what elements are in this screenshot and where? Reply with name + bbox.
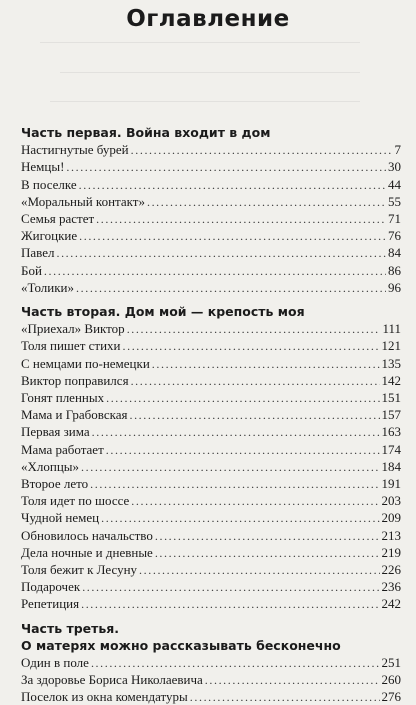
- entry-title: Бой: [21, 262, 42, 278]
- toc-entry: [21, 320, 401, 337]
- dot-leader: [123, 338, 380, 354]
- entry-title: Первая зима: [21, 424, 90, 440]
- dot-leader: [44, 263, 386, 279]
- toc-entry: [21, 193, 401, 210]
- dot-leader: [131, 373, 380, 389]
- entry-page: 236: [381, 579, 401, 595]
- dot-leader: [129, 407, 379, 423]
- entry-page: 219: [381, 544, 401, 560]
- part-heading: Часть первая. Война входит в дом: [21, 125, 271, 140]
- entry-title: Жигоцкие: [21, 228, 78, 244]
- entry-title: Мама работает: [21, 441, 104, 457]
- dot-leader: [79, 228, 386, 244]
- toc-entry: [21, 654, 401, 671]
- dot-leader: [131, 493, 379, 509]
- dot-leader: [106, 442, 380, 458]
- entry-page: 55: [388, 193, 401, 209]
- entry-page: 213: [381, 527, 401, 543]
- entry-page: 86: [388, 262, 401, 278]
- dot-leader: [127, 321, 381, 337]
- dot-leader: [190, 689, 380, 705]
- dot-leader: [101, 510, 379, 526]
- entry-title: Немцы!: [21, 159, 65, 175]
- toc-entry: [21, 595, 401, 612]
- entry-title: Толя бежит к Лесуну: [21, 562, 138, 577]
- dot-leader: [56, 245, 386, 261]
- dot-leader: [96, 211, 386, 227]
- dot-leader: [139, 562, 379, 578]
- entry-title: Настигнутые бурей: [21, 142, 129, 158]
- dot-leader: [81, 596, 379, 612]
- entry-title: За здоровье Бориса Николаевича: [21, 672, 203, 688]
- toc-entry: [21, 176, 401, 193]
- entry-page: 260: [381, 672, 401, 688]
- toc-entry: [21, 244, 401, 261]
- toc-entry: [21, 279, 401, 296]
- toc-entry: [21, 423, 401, 440]
- entry-title: Чудной немец: [21, 510, 100, 526]
- dot-leader: [147, 194, 386, 210]
- toc-entry: [21, 227, 401, 244]
- part-heading: О матерях можно рассказывать бесконечно: [21, 637, 341, 653]
- entry-page: 163: [381, 424, 401, 440]
- entry-title: Виктор поправился: [21, 372, 129, 388]
- entry-title: Поселок из окна комендатуры: [21, 689, 188, 705]
- dot-leader: [91, 655, 380, 671]
- toc-entry: [21, 355, 401, 372]
- entry-title: Толя идет по шоссе: [21, 493, 130, 509]
- entry-page: 96: [388, 279, 401, 295]
- entry-page: 203: [381, 493, 401, 509]
- entry-title: Мама и Грабовская: [21, 407, 128, 423]
- entry-page: 84: [388, 245, 401, 261]
- dot-leader: [152, 356, 380, 372]
- entry-page: 121: [381, 338, 401, 354]
- entry-page: 151: [381, 390, 401, 405]
- part-heading: Часть вторая. Дом мой — крепость моя: [21, 304, 305, 319]
- toc-entry: [21, 458, 401, 475]
- entry-page: 191: [381, 476, 401, 491]
- entry-title: Семья растет: [21, 211, 95, 226]
- toc-entry: [21, 210, 401, 227]
- toc-entry: [21, 372, 401, 389]
- toc-entry: [21, 578, 401, 595]
- entry-title: Обновилось начальство: [21, 527, 153, 543]
- entry-title: Репетиция: [21, 596, 80, 612]
- entry-page: 184: [381, 458, 401, 474]
- entry-page: 76: [388, 228, 401, 244]
- toc-entry: [21, 688, 401, 705]
- part-heading: Часть третья.: [21, 620, 120, 636]
- entry-page: 276: [381, 689, 401, 705]
- toc-entry: [21, 389, 401, 406]
- dot-leader: [81, 459, 379, 475]
- dot-leader: [79, 177, 386, 193]
- entry-page: 44: [388, 176, 401, 192]
- dot-leader: [92, 424, 380, 440]
- entry-title: Подарочек: [21, 579, 81, 595]
- entry-page: 209: [381, 510, 401, 526]
- entry-title: Один в поле: [21, 655, 89, 670]
- page-title: Оглавление: [126, 6, 290, 32]
- toc-entry: [21, 337, 401, 354]
- entry-page: 242: [381, 596, 401, 612]
- toc-entry: [21, 561, 401, 578]
- toc-entry: [21, 509, 401, 526]
- dot-leader: [90, 476, 379, 492]
- entry-page: 71: [388, 211, 401, 226]
- toc-entry: [21, 262, 401, 279]
- toc-entry: [21, 527, 401, 544]
- entry-page: 7: [394, 142, 401, 158]
- entry-title: «Приехал» Виктор: [21, 321, 125, 337]
- entry-title: В поселке: [21, 176, 77, 192]
- dot-leader: [66, 159, 386, 175]
- entry-page: 111: [382, 321, 401, 337]
- entry-page: 157: [381, 407, 401, 423]
- entry-page: 30: [388, 159, 401, 175]
- entry-page: 142: [381, 372, 401, 388]
- toc-entry: [21, 141, 401, 158]
- dot-leader: [82, 579, 379, 595]
- entry-title: С немцами по-немецки: [21, 355, 150, 371]
- entry-page: 174: [381, 441, 401, 457]
- entry-title: «Толики»: [21, 279, 75, 295]
- entry-title: «Хлопцы»: [21, 458, 80, 474]
- toc-entry: [21, 158, 401, 175]
- entry-title: Толя пишет стихи: [21, 338, 121, 354]
- entry-page: 251: [381, 655, 401, 670]
- toc-entry: [21, 671, 401, 688]
- entry-page: 135: [381, 355, 401, 371]
- dot-leader: [205, 672, 380, 688]
- toc-entry: [21, 475, 401, 492]
- toc-entry: [21, 544, 401, 561]
- dot-leader: [76, 280, 386, 296]
- dot-leader: [106, 390, 379, 406]
- entry-title: «Моральный контакт»: [21, 193, 145, 209]
- entry-title: Дела ночные и дневные: [21, 544, 153, 560]
- entry-page: 226: [381, 562, 401, 577]
- dot-leader: [155, 545, 380, 561]
- toc-entry: [21, 441, 401, 458]
- entry-title: Гонят пленных: [21, 390, 105, 405]
- dot-leader: [131, 142, 393, 158]
- entry-title: Второе лето: [21, 476, 89, 491]
- toc-entry: [21, 406, 401, 423]
- toc-entry: [21, 492, 401, 509]
- entry-title: Павел: [21, 245, 55, 261]
- dot-leader: [155, 528, 380, 544]
